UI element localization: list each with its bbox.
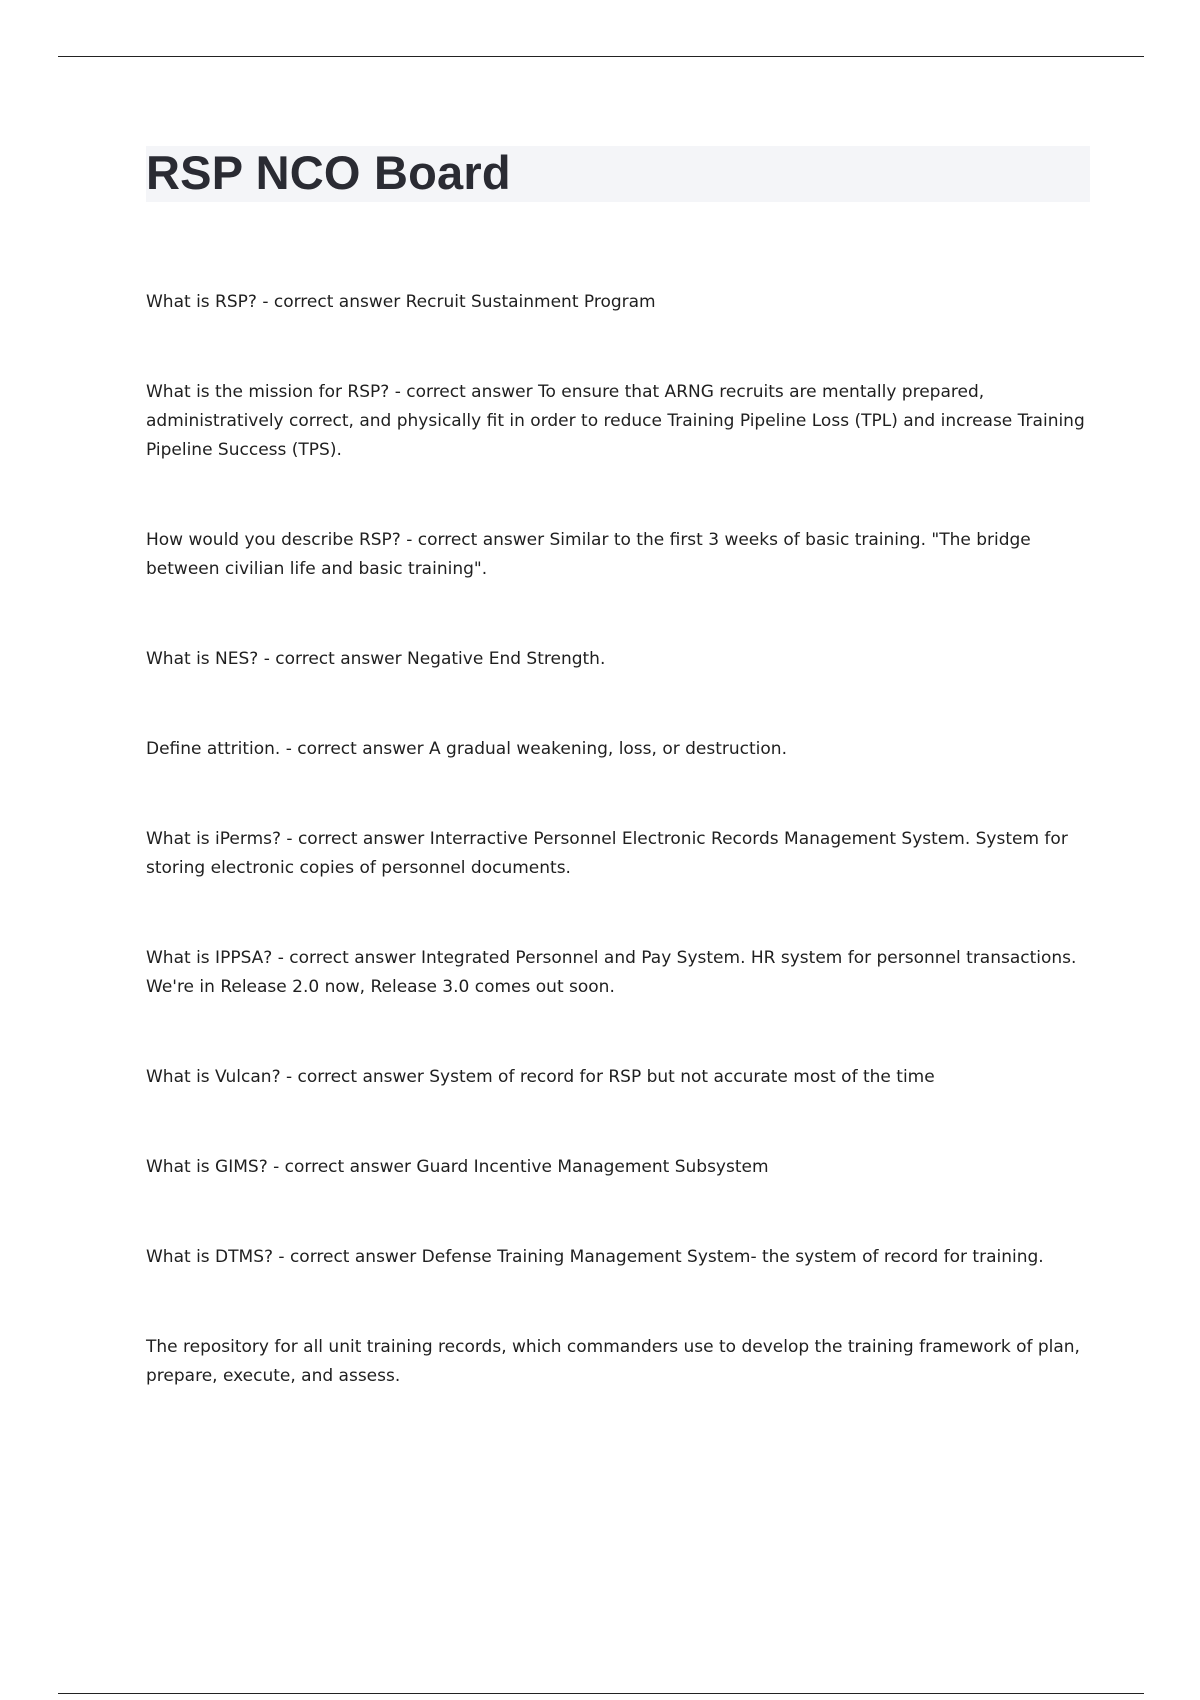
qa-item: What is RSP? - correct answer Recruit Sustainment Program [146, 292, 656, 312]
footer-rule [58, 1693, 1144, 1694]
header-rule [58, 56, 1144, 57]
qa-item: How would you describe RSP? - correct answer Similar to the first 3 weeks of basic training. "The bridge between civilian life and basic training". [146, 530, 1031, 579]
qa-item: What is the mission for RSP? - correct answer To ensure that ARNG recruits are mentally prepared, administratively correct, and physically fit in order to reduce Training Pipeline Loss (TPL) and increase Training Pipeline Success (TPS). [146, 382, 1085, 460]
qa-item: What is NES? - correct answer Negative End Strength. [146, 649, 606, 669]
document-title: RSP NCO Board [146, 146, 511, 199]
qa-item: Define attrition. - correct answer A gradual weakening, loss, or destruction. [146, 739, 787, 759]
qa-item: What is DTMS? - correct answer Defense Training Management System- the system of record for training. [146, 1247, 1044, 1267]
qa-item: The repository for all unit training records, which commanders use to develop the training framework of plan, prepare, execute, and assess. [146, 1337, 1080, 1386]
qa-item: What is Vulcan? - correct answer System of record for RSP but not accurate most of the time [146, 1067, 935, 1087]
qa-item: What is iPerms? - correct answer Interractive Personnel Electronic Records Management System. System for storing electronic copies of personnel documents. [146, 829, 1068, 878]
qa-item: What is GIMS? - correct answer Guard Incentive Management Subsystem [146, 1157, 769, 1177]
qa-item: What is IPPSA? - correct answer Integrated Personnel and Pay System. HR system for personnel transactions. We're in Release 2.0 now, Release 3.0 comes out soon. [146, 948, 1077, 997]
qa-list [146, 288, 1090, 1452]
